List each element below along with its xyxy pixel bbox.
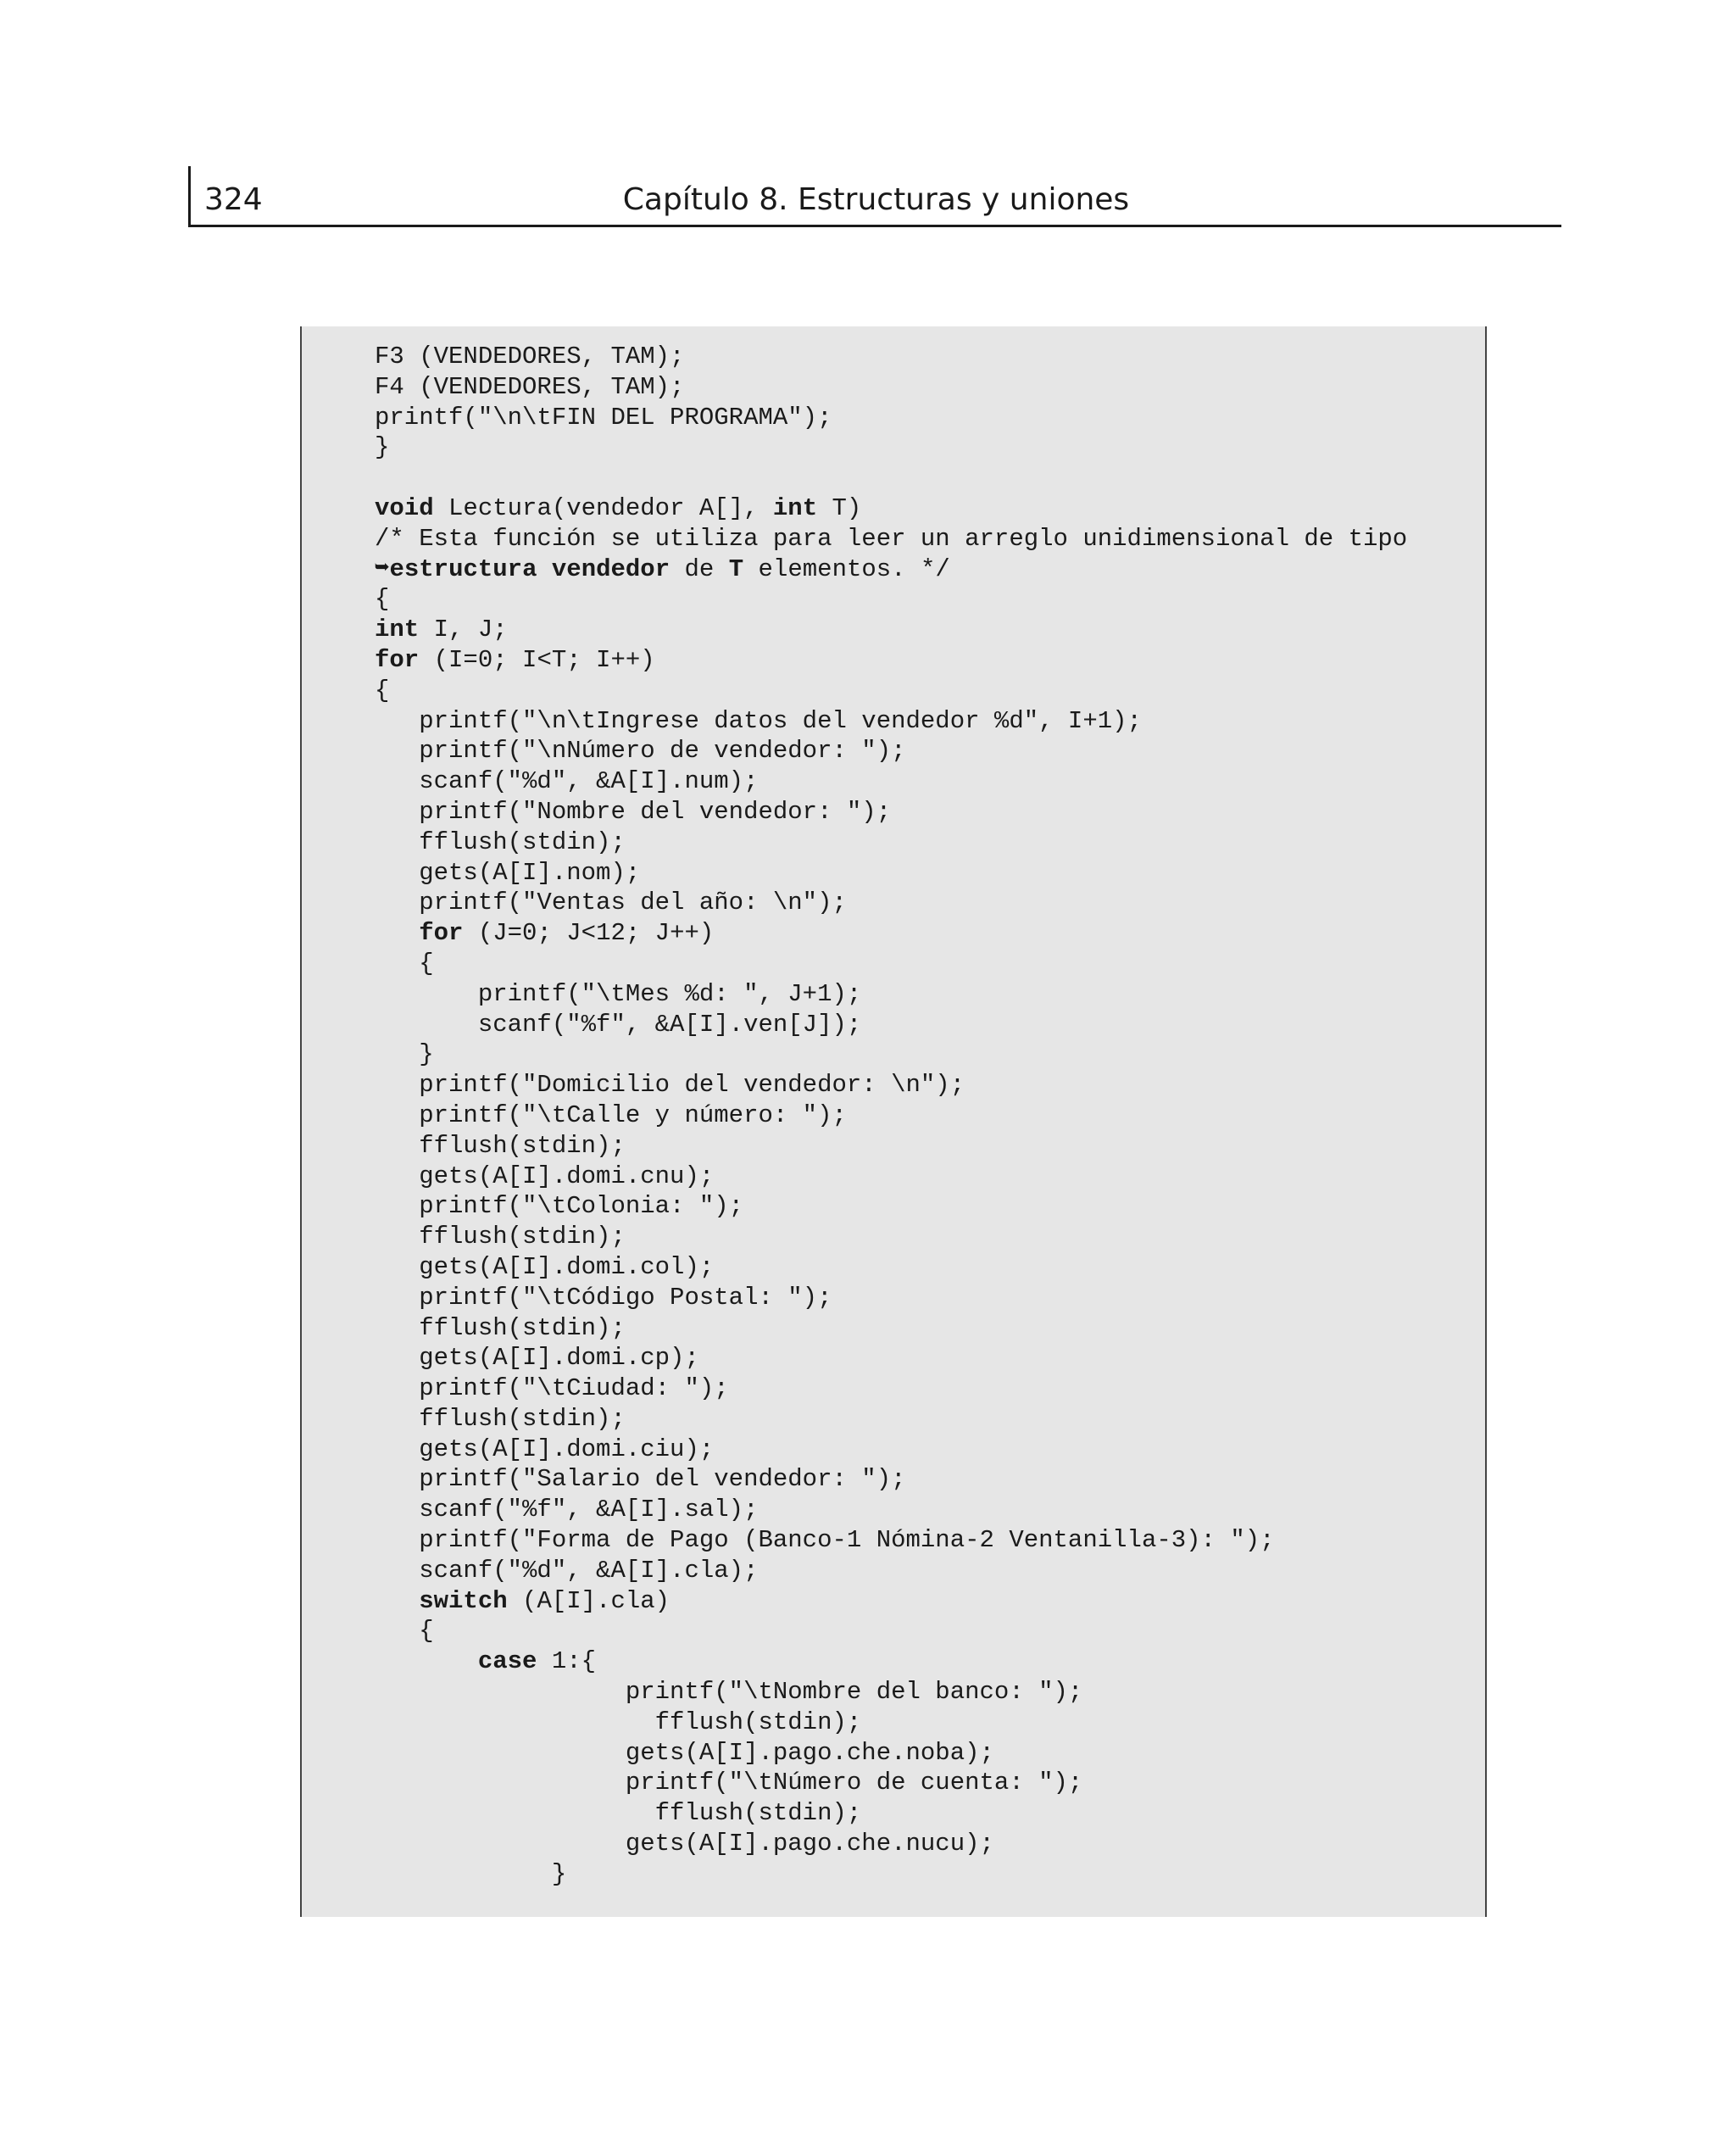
code-line bbox=[375, 1373, 1407, 1404]
code-line bbox=[375, 1646, 1407, 1677]
code-line bbox=[375, 1343, 1407, 1373]
code-keyword: switch bbox=[419, 1586, 508, 1615]
code-text: printf("\tColonia: "); bbox=[375, 1192, 744, 1221]
code-text: elementos. */ bbox=[743, 554, 950, 583]
code-keyword: for bbox=[375, 645, 420, 674]
code-line bbox=[375, 1495, 1407, 1525]
code-line bbox=[375, 1252, 1407, 1283]
code-text: printf("\tCalle y número: "); bbox=[375, 1100, 847, 1129]
code-line bbox=[375, 1616, 1407, 1646]
code-keyword: void bbox=[375, 493, 434, 522]
code-text: { bbox=[375, 949, 434, 978]
code-line bbox=[375, 584, 1407, 615]
code-text: gets(A[I].pago.che.noba); bbox=[375, 1738, 994, 1767]
code-line bbox=[375, 1131, 1407, 1162]
code-line bbox=[375, 736, 1407, 766]
page-header bbox=[188, 166, 1561, 227]
code-line bbox=[375, 918, 1407, 949]
code-text: fflush(stdin); bbox=[375, 1404, 626, 1433]
code-text: scanf("%f", &A[I].sal); bbox=[375, 1496, 759, 1524]
code-line bbox=[375, 1829, 1407, 1859]
code-line bbox=[375, 1191, 1407, 1222]
code-line bbox=[375, 1435, 1407, 1465]
code-text: Lectura(vendedor A[], bbox=[433, 493, 773, 522]
code-text: fflush(stdin); bbox=[375, 1799, 862, 1828]
code-line bbox=[375, 706, 1407, 737]
code-keyword: ➥estructura vendedor bbox=[375, 554, 670, 583]
code-text: printf("\tNúmero de cuenta: "); bbox=[375, 1769, 1083, 1797]
code-text: { bbox=[375, 676, 390, 705]
code-line bbox=[375, 1070, 1407, 1100]
code-line bbox=[375, 1738, 1407, 1769]
code-text: fflush(stdin); bbox=[375, 1223, 626, 1251]
code-line bbox=[375, 1039, 1407, 1070]
code-line bbox=[375, 1556, 1407, 1586]
code-line bbox=[375, 463, 1407, 493]
code-line bbox=[375, 645, 1407, 676]
code-line bbox=[375, 797, 1407, 827]
code-text: 1:{ bbox=[537, 1647, 597, 1676]
code-text: fflush(stdin); bbox=[375, 1313, 626, 1342]
code-text: scanf("%d", &A[I].cla); bbox=[375, 1556, 759, 1585]
code-text: (J=0; J<12; J++) bbox=[463, 919, 715, 948]
code-line bbox=[375, 342, 1407, 372]
code-text: scanf("%f", &A[I].ven[J]); bbox=[375, 1010, 862, 1039]
code-line bbox=[375, 1768, 1407, 1798]
code-keyword: int bbox=[772, 493, 818, 522]
code-line bbox=[375, 1677, 1407, 1708]
code-line bbox=[375, 432, 1407, 463]
code-text: fflush(stdin); bbox=[375, 827, 626, 856]
code-line bbox=[375, 1798, 1407, 1829]
code-lines bbox=[375, 342, 1407, 1890]
code-text: printf("Salario del vendedor: "); bbox=[375, 1465, 906, 1494]
code-text: printf("\tCiudad: "); bbox=[375, 1374, 729, 1403]
code-text: scanf("%d", &A[I].num); bbox=[375, 767, 759, 796]
code-text: printf("\tNombre del banco: "); bbox=[375, 1678, 1083, 1707]
code-text: { bbox=[375, 585, 390, 614]
code-line bbox=[375, 1525, 1407, 1556]
code-line bbox=[375, 615, 1407, 645]
code-line bbox=[375, 524, 1407, 554]
code-text: F4 (VENDEDORES, TAM); bbox=[375, 372, 685, 401]
code-text: gets(A[I].domi.cnu); bbox=[375, 1162, 715, 1190]
code-text: printf("Domicilio del vendedor: \n"); bbox=[375, 1071, 965, 1100]
code-text: { bbox=[375, 1617, 434, 1646]
code-text: printf("Forma de Pago (Banco-1 Nómina-2 Ventanilla-3): "); bbox=[375, 1526, 1275, 1555]
code-line bbox=[375, 1708, 1407, 1738]
code-text: printf("\n\tIngrese datos del vendedor %d", I+1); bbox=[375, 706, 1142, 735]
code-text bbox=[375, 1647, 478, 1675]
page-number: 324 bbox=[204, 182, 263, 217]
code-line bbox=[375, 1859, 1407, 1890]
code-text: (I=0; I<T; I++) bbox=[419, 645, 655, 674]
code-line bbox=[375, 1283, 1407, 1313]
chapter-title: Capítulo 8. Estructuras y uniones bbox=[622, 182, 1130, 217]
code-text: } bbox=[375, 433, 390, 462]
code-line bbox=[375, 1222, 1407, 1252]
code-text: I, J; bbox=[419, 616, 508, 644]
code-line bbox=[375, 766, 1407, 797]
code-keyword: T bbox=[728, 554, 744, 583]
code-text bbox=[375, 919, 419, 947]
code-line bbox=[375, 1100, 1407, 1131]
code-text: de bbox=[670, 554, 729, 583]
code-line bbox=[375, 403, 1407, 433]
code-text bbox=[375, 1587, 419, 1615]
code-text: printf("\n\tFIN DEL PROGRAMA"); bbox=[375, 403, 832, 432]
code-text: } bbox=[375, 1859, 567, 1888]
code-line bbox=[375, 1586, 1407, 1617]
code-line bbox=[375, 888, 1407, 918]
code-keyword: case bbox=[477, 1647, 537, 1676]
code-text: fflush(stdin); bbox=[375, 1131, 626, 1160]
code-text: gets(A[I].pago.che.nucu); bbox=[375, 1830, 994, 1858]
code-text: F3 (VENDEDORES, TAM); bbox=[375, 343, 685, 370]
code-line bbox=[375, 372, 1407, 403]
code-line bbox=[375, 676, 1407, 706]
code-text: /* Esta función se utiliza para leer un arreglo unidimensional de tipo bbox=[375, 524, 1408, 553]
code-keyword: int bbox=[375, 616, 420, 644]
code-line bbox=[375, 493, 1407, 524]
code-text: printf("Nombre del vendedor: "); bbox=[375, 797, 892, 826]
code-line bbox=[375, 858, 1407, 889]
code-line bbox=[375, 1404, 1407, 1435]
code-text: gets(A[I].domi.col); bbox=[375, 1252, 715, 1281]
code-text: gets(A[I].domi.cp); bbox=[375, 1344, 699, 1373]
code-listing bbox=[300, 326, 1487, 1917]
code-text: printf("\tCódigo Postal: "); bbox=[375, 1283, 832, 1312]
code-text: printf("\tMes %d: ", J+1); bbox=[375, 979, 862, 1008]
code-text: fflush(stdin); bbox=[375, 1708, 862, 1736]
code-text: gets(A[I].domi.ciu); bbox=[375, 1435, 715, 1463]
code-text: gets(A[I].nom); bbox=[375, 858, 641, 887]
code-keyword: for bbox=[419, 919, 464, 948]
code-text: (A[I].cla) bbox=[507, 1586, 670, 1615]
code-text: printf("Ventas del año: \n"); bbox=[375, 889, 847, 917]
code-text: printf("\nNúmero de vendedor: "); bbox=[375, 737, 906, 766]
code-line bbox=[375, 979, 1407, 1010]
code-line bbox=[375, 554, 1407, 585]
code-line bbox=[375, 949, 1407, 979]
code-line bbox=[375, 1313, 1407, 1344]
code-text: } bbox=[375, 1040, 434, 1069]
code-line bbox=[375, 1464, 1407, 1495]
code-line bbox=[375, 1010, 1407, 1040]
code-text: T) bbox=[817, 493, 862, 522]
code-line bbox=[375, 1162, 1407, 1192]
code-line bbox=[375, 827, 1407, 858]
